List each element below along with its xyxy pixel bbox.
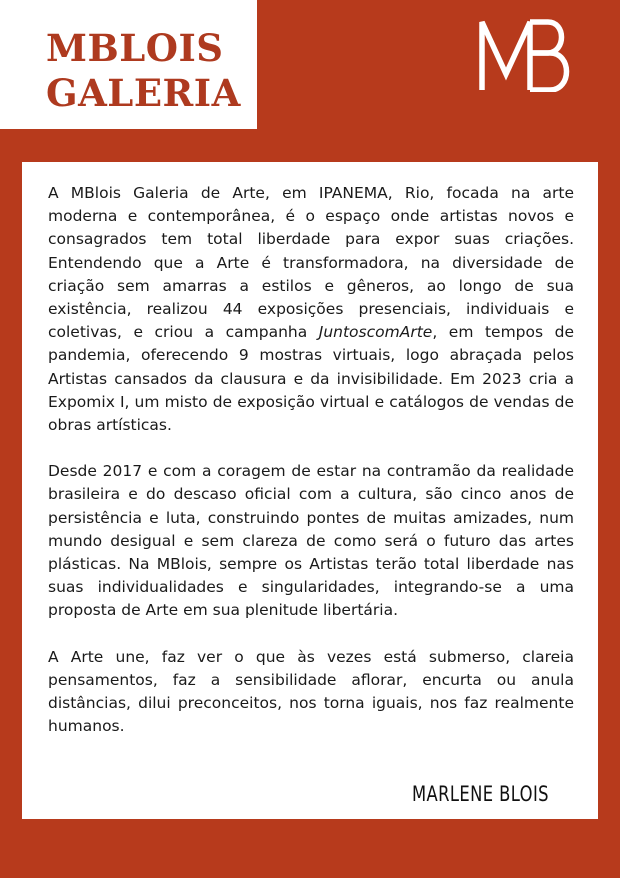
- content-card: [22, 162, 598, 819]
- gallery-title-line-1: MBLOIS: [46, 26, 224, 70]
- paragraph-history-start: A MBlois Galeria de Arte, em IPANEMA, Rio, focada na arte moderna e contemporânea, é o espaço onde artistas novos e consagrados tem total liberdade para expor suas criações. Entendendo que a Arte é transformadora, na diversidade de criação sem amarras a estilos e gêneros, ao longo de sua existência, realizou 44 exposições presenciais, individuais e coletivas, e criou a campanha: [48, 184, 574, 342]
- signature: MARLENE BLOIS: [412, 782, 549, 806]
- gallery-title: [46, 26, 241, 116]
- mb-monogram-icon: [474, 16, 574, 92]
- paragraph-art: A Arte une, faz ver o que às vezes está submerso, clareia pensamentos, faz a sensibilidade aflorar, encurta ou anula distâncias, dilui preconceitos, nos torna iguais, nos faz realmente humanos.: [48, 647, 574, 736]
- paragraph-mission: Desde 2017 e com a coragem de estar na contramão da realidade brasileira e do descaso oficial com a cultura, são cinco anos de persistência e luta, construindo pontes de muitas amizades, num mundo desigual e sem clareza de como será o futuro das artes plásticas. Na MBlois, sempre os Artistas terão total liberdade nas suas individualidades e singularidades, integrando-se a uma proposta de Arte em sua plenitude libertária.: [48, 462, 574, 620]
- brand-box: [0, 0, 257, 129]
- paragraph-history: [48, 182, 574, 437]
- paragraph-history-end: , em tempos de pandemia, oferecendo 9 mostras virtuais, logo abraçada pelos Artistas cansados da clausura e da invisibilidade. Em 2023 cria a Expomix I, um misto de exposição virtual e catálogos de vendas de obras artísticas.: [48, 323, 575, 435]
- gallery-description: [48, 182, 574, 738]
- gallery-title-line-2: GALERIA: [46, 71, 241, 115]
- campaign-name: JuntoscomArte: [318, 323, 433, 342]
